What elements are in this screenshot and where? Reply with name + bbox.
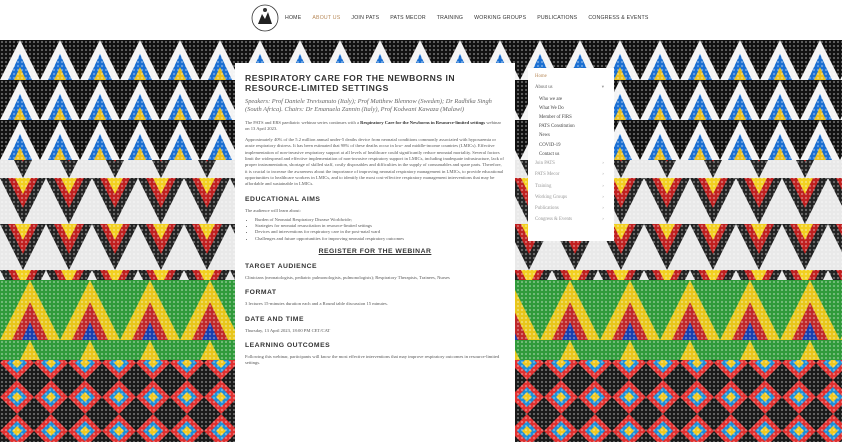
chevron-right-icon: › — [602, 194, 604, 200]
site-header — [0, 0, 842, 40]
speakers-line: Speakers: Prof Daniele Trevisanuto (Italy); Prof Matthew Blennow (Sweden); Dr Radhika Singh (South Africa). Chairs: Dr Emanuela Zannin (Italy), Prof Kodwani Kawaza (Malawi) — [245, 98, 492, 114]
sidebar-item-join-pats[interactable] — [535, 161, 614, 172]
intro-text-pre: The PATS and ERS paediatric webinar series continues with a — [245, 119, 361, 125]
edu-intro: The audience will learn about: — [245, 207, 301, 213]
sidebar-item-label: PATS Mecor — [535, 172, 560, 178]
sidebar-item-training[interactable] — [535, 184, 614, 195]
sidebar-item-about-us[interactable] — [535, 85, 614, 96]
sidebar-item-label: Congress & Events — [535, 217, 573, 223]
intro-paragraph — [245, 120, 505, 133]
chevron-down-icon: ▾ — [601, 85, 604, 91]
edu-heading: EDUCATIONAL AIMS — [245, 195, 321, 203]
register-link[interactable]: REGISTER FOR THE WEBINAR — [318, 248, 432, 256]
nav-pats-mecor[interactable]: PATS MECOR — [390, 15, 426, 21]
sidebar-subitem-pats-constitution[interactable]: PATS Constitution — [539, 124, 575, 130]
nav-congress-events[interactable]: CONGRESS & EVENTS — [588, 15, 649, 21]
nav-home[interactable]: HOME — [285, 15, 302, 21]
sidebar-item-label: Home — [535, 74, 547, 79]
nav-publications[interactable]: PUBLICATIONS — [537, 15, 578, 21]
target-text: Clinicians (neonatologists, pediatric pulmonologists, pulmonologists); Respiratory Therapists, Trainees, Nurses — [245, 275, 450, 281]
list-item: • Burden of Neonatal Respiratory Disease Worldwide; — [255, 217, 505, 223]
list-item: • Challenges and future opportunities for improving neonatal respiratory outcomes — [255, 236, 505, 242]
sidebar-subitem-covid-19[interactable]: COVID-19 — [539, 142, 561, 148]
sidebar-item-label: Working Groups — [535, 194, 567, 200]
sidebar-subitem-member-of-firs[interactable]: Member of FIRS — [539, 114, 572, 120]
sidebar-subitem-contact-us[interactable]: Contact us — [539, 151, 560, 157]
article-panel — [235, 63, 515, 442]
chevron-right-icon: › — [602, 217, 604, 223]
list-item: • Strategies for neonatal resuscitation in resource-limited settings — [255, 223, 505, 229]
sidebar-subitem-news[interactable]: News — [539, 133, 550, 139]
list-item: • Devices and interventions for respiratory care in the post-natal ward — [255, 229, 505, 235]
chevron-right-icon: › — [602, 160, 604, 166]
outcomes-heading: LEARNING OUTCOMES — [245, 341, 331, 349]
intro-text-post: webinar on 13 April 2023. — [245, 119, 502, 131]
sidebar-subitem-what-we-do[interactable]: What We Do — [539, 105, 564, 111]
chevron-right-icon: › — [602, 206, 604, 212]
format-text: 3 lectures 15-minutes duration each and a Round table discussion 15 minutes. — [245, 301, 388, 307]
sidebar-item-label: Publications — [535, 206, 559, 212]
body-paragraph: Approximately 40% of the 5.2 million annual under-5 deaths device from neonatal conditions commonly associated with hypoxaemia or acute respiratory distress. It has been estimated that 98% of these deaths occur in low- and middle-income countries (LMICs). Effective implementation of non-invasive respiratory support at all levels of healthcare could significantly reduce neonatal mortality. Several factors limit the widespread and effective implementation of non-invasive respiratory support in LMICs, including inadequate infrastructure, lack of proper instrumentation, shortage of skilled staff, costly disposables and difficulties in the supply of consumables and spare parts. Therefore, it is crucial to increase the awareness about the importance of improving neonatal respiratory management in LMICs, to provide educational opportunities to healthcare workers in LMICs, and to identify the most cost-effective respiratory management interventions that may be affordable and sustainable in LMICs. — [245, 137, 504, 187]
sidebar-subitem-who-we-are[interactable]: Who we are — [539, 96, 563, 102]
date-text: Thursday, 13 April 2023, 18:00 PM CET/CAT — [245, 327, 331, 333]
main-nav — [285, 15, 660, 21]
sidebar-item-working-groups[interactable] — [535, 195, 614, 206]
chevron-right-icon: › — [602, 172, 604, 178]
intro-webinar-name: Respiratory Care for the Newborns in Resource-limited settings — [360, 119, 486, 125]
format-heading: FORMAT — [245, 289, 277, 297]
nav-join-pats[interactable]: JOIN PATS — [351, 15, 380, 21]
target-heading: TARGET AUDIENCE — [245, 263, 318, 271]
sidebar-item-home[interactable] — [535, 74, 614, 85]
sidebar-menu — [528, 68, 614, 241]
chevron-right-icon: › — [602, 183, 604, 189]
sidebar-item-label: About us — [535, 85, 553, 91]
sidebar-item-label: Join PATS — [535, 160, 555, 166]
date-heading: DATE AND TIME — [245, 315, 304, 323]
sidebar-item-congress-events[interactable] — [535, 217, 614, 228]
page-title: RESPIRATORY CARE FOR THE NEWBORNS IN RESOURCE-LIMITED SETTINGS — [245, 73, 456, 93]
sidebar-item-pats-mecor[interactable] — [535, 172, 614, 183]
nav-training[interactable]: TRAINING — [436, 15, 464, 21]
pats-logo[interactable] — [250, 2, 280, 36]
nav-about-us[interactable]: ABOUT US — [312, 15, 341, 21]
edu-list — [245, 217, 505, 242]
sidebar-item-publications[interactable] — [535, 206, 614, 217]
nav-working-groups[interactable]: WORKING GROUPS — [474, 15, 527, 21]
sidebar-item-label: Training — [535, 183, 552, 189]
outcomes-text: Following this webinar, participants will know the most effective interventions that may improve respiratory outcomes in resource-limited settings. — [245, 353, 500, 366]
